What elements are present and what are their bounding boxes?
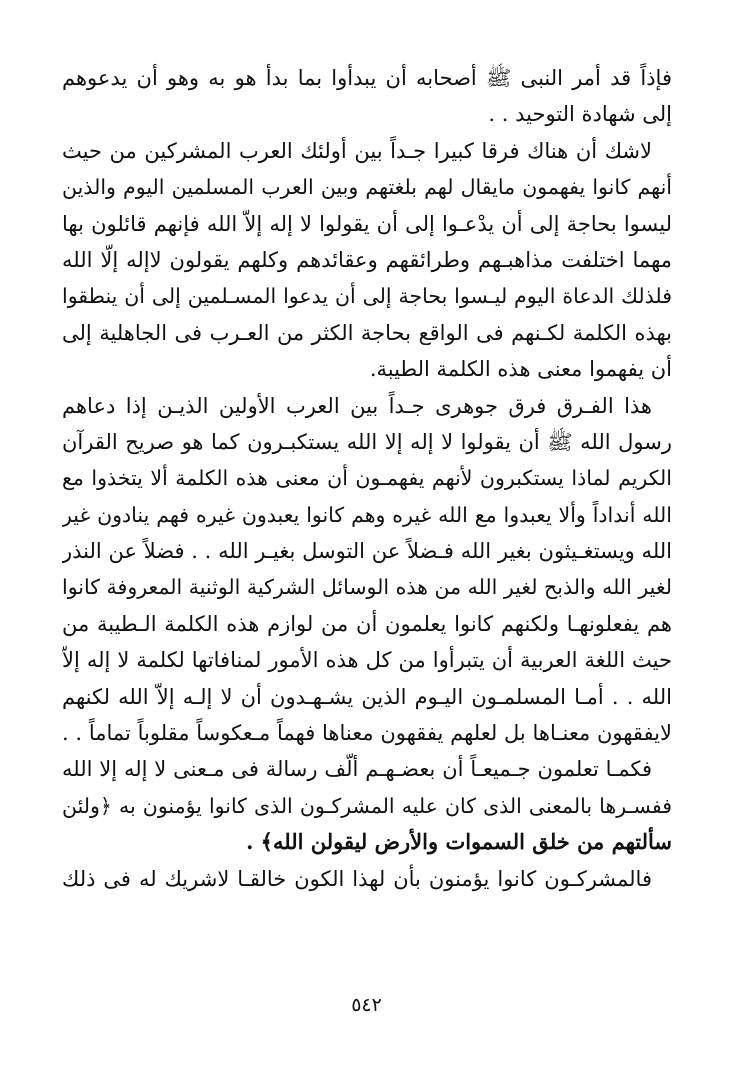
text-line: فكمـا تعلمون جـميعـاً أن بعضـهـم ألّف رسالة فى مـعنى لا إله إلا الله [62, 757, 652, 782]
quran-verse-line: سألتهم من خلق السموات والأرض ليقولن الله﴾ . [246, 829, 672, 855]
text-line: أن يفهموا معنى هذه الكلمة الطيبة. [369, 357, 672, 382]
text-line: ففسـرها بالمعنى الذى كان عليه المشركـون الذى كانوا يؤمنون به ﴿ولئن [62, 793, 672, 818]
text-line: فإذاً قد أمر النبى ﷺ أصحابه أن يبدأوا بما بدأ هو به وهو أن يدعوهم [62, 66, 672, 90]
text-line: ليسوا بحاجة إلى أن يدْعـوا إلى أن يقولوا لا إله إلاّ الله فإنهم قائلون بها [62, 211, 672, 236]
text-line: فلذلك الدعاة اليوم ليـسوا بحاجة إلى أن يدعوا المسـلمين إلى أن ينطقوا [62, 284, 672, 309]
text-line: هذا الفـرق فرق جوهرى جـداً بين العرب الأولين الذيـن إذا دعاهم [62, 393, 652, 418]
text-line: الكريم لماذا يستكبرون لأنهم يفهمـون أن معنى هذه الكلمة ألا يتخذوا مع [62, 466, 672, 491]
text-line: لغير الله والذبح لغير الله من هذه الوسائل الشركية الوثنية المعروفة كانوا [62, 575, 672, 600]
text-line: حيث اللغة العربية أن يتبرأوا من كل هذه الأمور لمنافاتها لكلمة لا إله إلاّ [62, 648, 672, 673]
text-line: بهذه الكلمة لكـنهم فى الواقع بحاجة الكثر من العـرب فى الجاهلية إلى [62, 320, 672, 345]
document-page [62, 60, 672, 897]
text-line: الله أنداداً وألا يعبدوا مع الله غيره وهم كانوا يعبدون غيره فهم ينادون غير [62, 502, 672, 527]
text-line: فالمشركـون كانوا يؤمنون بأن لهذا الكون خالقـا لاشريك له فى ذلك [62, 866, 652, 891]
text-line: الله ويستغـيثون بغير الله فـضلاً عن التوسل بغيـر الله . . فضلاً عن النذر [62, 539, 672, 564]
text-line: لاشك أن هناك فرقا كبيرا جـداً بين أولئك العرب المشركين من حيث [62, 138, 652, 163]
text-line: أنهم كانوا يفهمون مايقال لهم بلغتهم وبين العرب المسلمين اليوم والذين [62, 175, 672, 200]
text-line: لايفقهون معنـاها بل لعلهم يفقهون معناها فهماً مـعكوساً مقلوباً تماماً . . [62, 721, 672, 746]
text-line: رسول الله ﷺ أن يقولوا لا إله إلا الله يستكبـرون كما هو صريح القرآن [62, 429, 672, 454]
text-line: هم يفعلونهـا ولكنهم كانوا يعلمون أن من لوازم هذه الكلمة الـطيبة من [62, 611, 672, 636]
text-line: إلى شهادة التوحيد . . [488, 102, 672, 127]
page-number: ٥٤٢ [351, 994, 382, 1016]
text-line: مهما اختلفت مذاهبـهم وطرائقهم وعقائدهم وكلهم يقولون لاإله إلّا الله [62, 247, 672, 272]
text-line: الله . . أمـا المسلمـون اليـوم الذين يشـهـدون أن لا إلـه إلاّ الله لكنهم [62, 684, 672, 709]
